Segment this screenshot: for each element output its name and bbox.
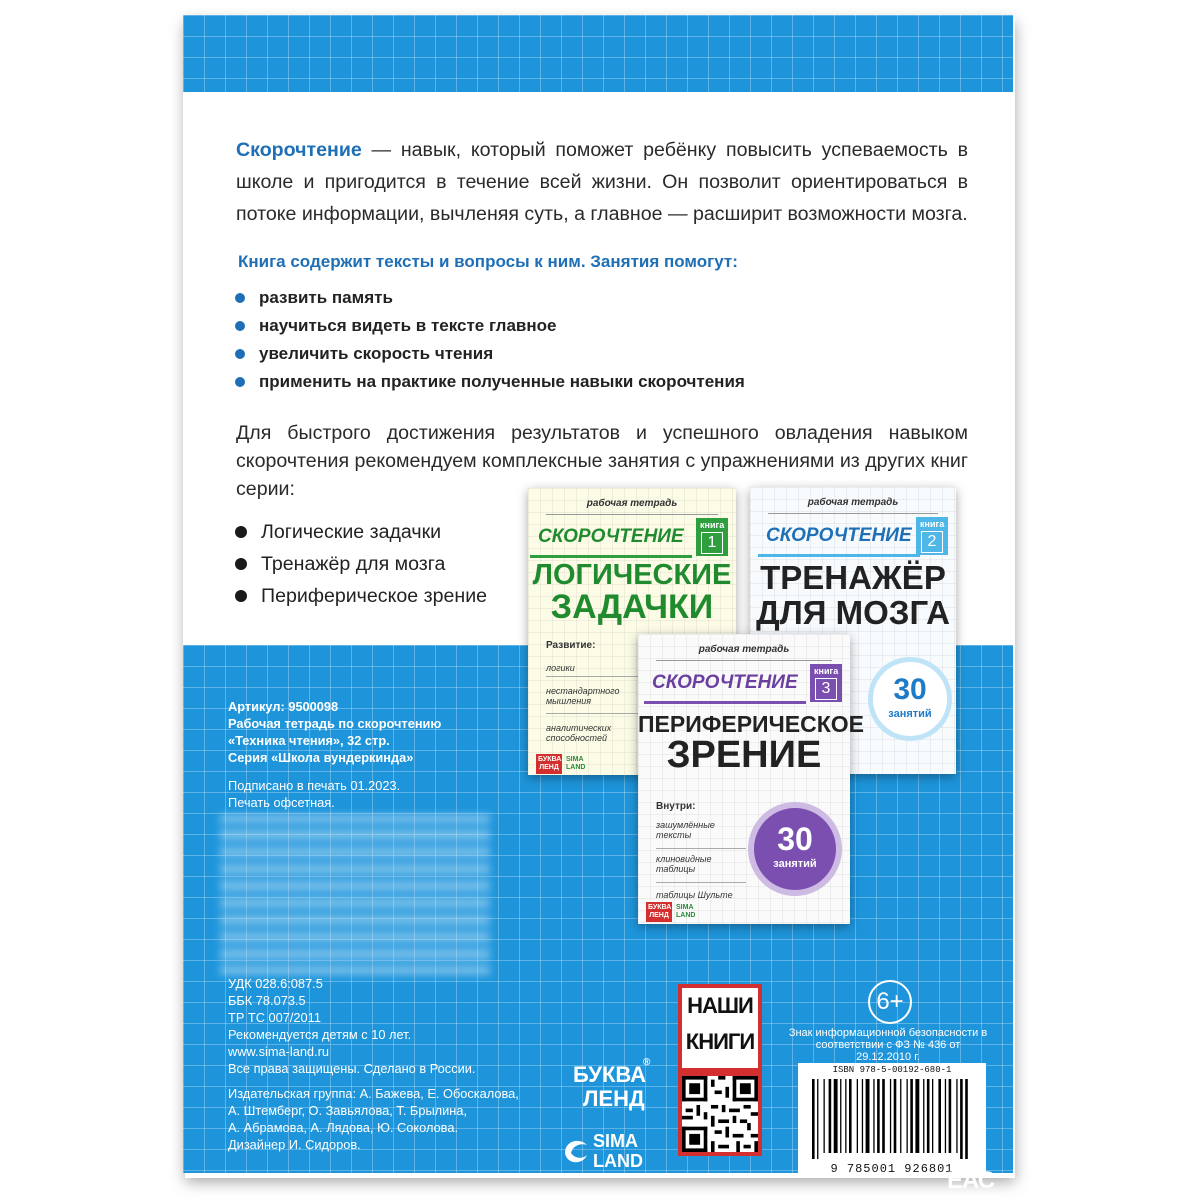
book-item: аналитических способностей [546, 723, 612, 743]
list-item: Логические задачки [235, 516, 487, 548]
intro-highlight: Скорочтение [236, 139, 362, 161]
book-title: ЛОГИЧЕСКИЕ ЗАДАЧКИ [532, 559, 732, 627]
barcode-icon [798, 1079, 986, 1159]
book-label: рабочая тетрадь [807, 497, 899, 508]
book-series-title: СКОРОЧТЕНИЕ [644, 665, 806, 704]
bullet-icon [235, 558, 247, 570]
series-list [235, 516, 487, 612]
lead-heading: Книга содержит тексты и вопросы к ним. Занятия помогут: [238, 252, 738, 271]
isbn-text: ISBN 978-5-00192-680-1 [832, 1065, 952, 1075]
divider [546, 713, 641, 714]
divider [656, 882, 746, 883]
list-item: развить память [235, 284, 745, 312]
nashi-knigi-logo: НАШИ КНИГИ [678, 984, 762, 1072]
list-item: увеличить скорость чтения [235, 340, 745, 368]
book-title: ПЕРИФЕРИЧЕСКОЕ ЗРЕНИЕ [638, 711, 864, 777]
divider [768, 513, 938, 514]
list-item: Тренажёр для мозга [235, 548, 487, 580]
sima-whale-icon [561, 1133, 591, 1167]
sima-land-logo: SIMA LAND [566, 756, 586, 771]
list-item: Периферическое зрение [235, 580, 487, 612]
qr-code-icon [682, 1076, 758, 1152]
book-item: нестандартного мышления [546, 686, 620, 706]
book-label: рабочая тетрадь [586, 498, 678, 509]
qr-code [678, 1072, 762, 1156]
age-rating-note: Знак информационной безопасности в соответствии с ФЗ № 436 от 29.12.2010 г. [788, 1027, 988, 1063]
book-inside-label: Внутри: [656, 801, 696, 812]
book-item: зашумлённые тексты [656, 820, 715, 840]
book-item: логики [546, 663, 575, 673]
isbn-barcode [798, 1063, 986, 1178]
sima-land-logo: SIMA LAND [676, 904, 696, 919]
bullet-icon [235, 526, 247, 538]
recommendation-paragraph: Для быстрого достижения результатов и успешного овладения навыком скорочтения рекомендуем комплексные занятия с упражнениями из других книг серии: [236, 422, 968, 500]
book-item: клиновидные таблицы [656, 854, 712, 874]
divider [546, 676, 641, 677]
bullet-icon [235, 590, 247, 602]
book-item: таблицы Шульте [656, 890, 733, 900]
book-label: рабочая тетрадь [698, 644, 790, 655]
blurred-publisher-info [220, 815, 490, 975]
book-number-box: книга 1 [696, 518, 728, 556]
isbn-digits: 9 785001 926801 [830, 1162, 954, 1176]
book-cover-3 [638, 634, 864, 924]
intro-paragraph [236, 134, 968, 230]
divider [656, 848, 746, 849]
bukva-lend-logo: БУКВА ЛЕНД ® [573, 1057, 651, 1111]
bullet-icon [235, 349, 245, 359]
divider [546, 514, 718, 515]
book-number-box: книга 3 [810, 664, 842, 702]
bullet-icon [235, 321, 245, 331]
imprint-block-4: Издательская группа: А. Бажева, Е. Обоскалова, А. Штемберг, О. Завьялова, Т. Брылина, А. Абрамова, А. Лядова, Ю. Соколова. Дизайнер И. Сидоров. [228, 1086, 519, 1152]
book-title: ТРЕНАЖЁР ДЛЯ МОЗГА [756, 559, 950, 631]
imprint-block-2: Подписано в печать 01.2023. Печать офсетная. [228, 778, 401, 810]
book-series-title: СКОРОЧТЕНИЕ [758, 518, 920, 557]
book-number-box: книга 2 [916, 517, 948, 555]
bukva-lend-logo: БУКВА ЛЕНД [646, 902, 672, 922]
bullet-icon [235, 377, 245, 387]
divider [656, 660, 832, 661]
imprint-block-1: Артикул: 9500098 Рабочая тетрадь по скорочтению «Техника чтения», 32 стр. Серия «Школа вундеркинда» [228, 699, 442, 765]
benefits-list [235, 284, 745, 396]
bukva-lend-logo: БУКВА ЛЕНД [536, 754, 562, 774]
list-item: применить на практике полученные навыки скорочтения [235, 368, 745, 396]
book-back-cover: Скорочтение — навык, который поможет ребёнку повысить успеваемость в школе и пригодится в течение всей жизни. Он позволит ориентироваться в потоке информации, вычленяя суть, а главное — расширит возможности мозга. Книга содержит тексты и вопросы к ним. Занятия помогут: развить память научиться видеть в тексте главное увеличить скорость чтения применить на практике полученные навыки скорочтения Для быстрого достижения результатов и успешного овладения навыком скорочтения рекомендуем комплексные занятия с упражнениями из других книг серии: Логические задачки Тренажёр для мозга Периферическое зрение рабочая тетрадь СКОРОЧТЕНИЕ книга 2 ТРЕНАЖЁР ДЛЯ МОЗГА 30 занятий рабочая тетрадь СКОРОЧТЕНИЕ книга 1 ЛОГИЧЕСКИЕ ЗАДАЧКИ Развитие: логики нестандартного мышления аналитических способностей БУКВА ЛЕНД SIMA LAND рабочая тетрадь СКОРОЧТЕНИЕ книга 3 ПЕРИФЕРИЧЕСКОЕ ЗРЕНИЕ Внутри: зашумлённые тексты клиновидные таблицы таблицы Шульте 30 занятий БУКВА ЛЕНД SIMA LAND Артикул: 9500098 Рабочая тетрадь по скорочтению «Техника чтения», 32 стр. Серия «Школа вундеркинда» Подписано в печать 01.2023. Печать офсетная. УДК 028.6:087.5 ББК 78.073.5 ТР ТС 007/2011 Рекомендуется детям с 10 лет. www.sima-land.ru Все права защищены. Сделано в России. Издательская группа: А. Бажева, Е. Обоскалова, А. Штемберг, О. Завьялова, Т. Брылина, А. Абрамова, А. Лядова, Ю. Соколова. Дизайнер И. Сидоров. БУКВА ЛЕНД ® SIMA LAND НАШИ КНИГИ 6+ Знак информационной безопасности в соответствии с ФЗ № 436 от 29.12.2010 г. ISBN 978-5-00192-680-1 9 785001 926801 ЕАС [183, 15, 1013, 1173]
imprint-block-3: УДК 028.6:087.5 ББК 78.073.5 ТР ТС 007/2011 Рекомендуется детям с 10 лет. www.sima-land.ru Все права защищены. Сделано в России. [228, 976, 476, 1076]
book-dev-label: Развитие: [546, 640, 596, 651]
bullet-icon [235, 293, 245, 303]
list-item: научиться видеть в тексте главное [235, 312, 745, 340]
eac-mark: ЕАС [947, 1167, 995, 1194]
lessons-badge: 30 занятий [868, 657, 952, 741]
book-series-title: СКОРОЧТЕНИЕ [530, 519, 692, 558]
age-rating-badge: 6+ [868, 980, 912, 1024]
intro-text: — навык, который поможет ребёнку повысить успеваемость в школе и пригодится в течение всей жизни. Он позволит ориентироваться в потоке информации, вычленяя суть, а главное — расширит возможности мозга. [236, 139, 968, 225]
lessons-badge: 30 занятий [748, 802, 842, 896]
